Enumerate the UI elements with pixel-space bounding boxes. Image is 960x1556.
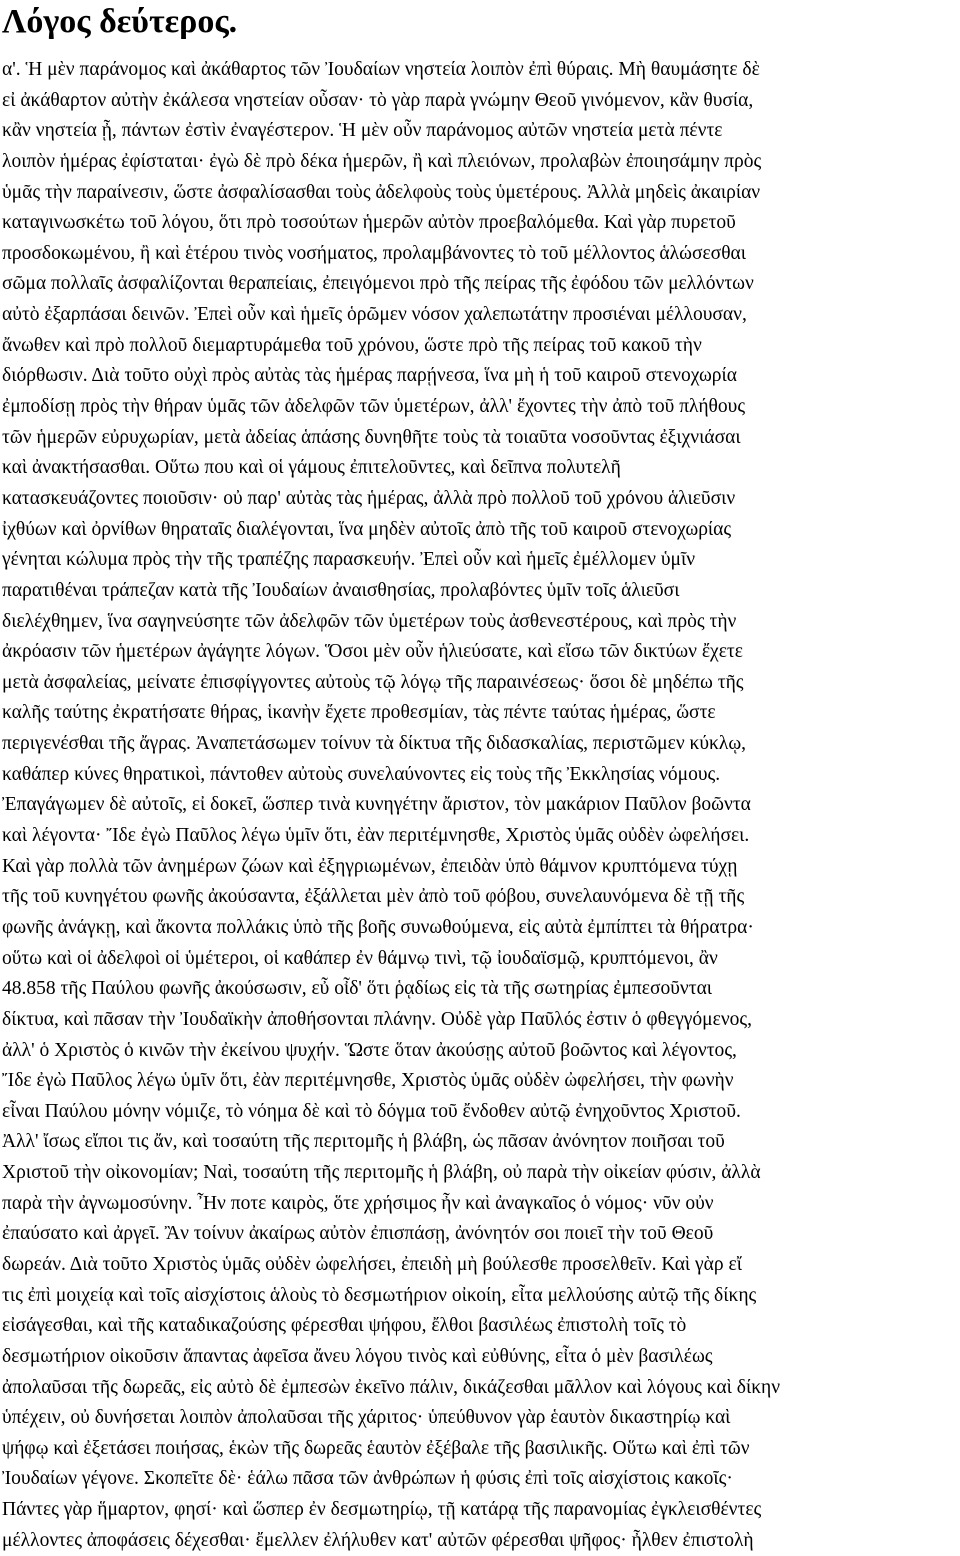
text-line: σῶμα πολλαῖς ἀσφαλίζονται θεραπείαις, ἐπειγόμενοι πρὸ τῆς πείρας τῆς ἐφόδου τῶν μελλόντων [2, 273, 754, 295]
text-line: μετὰ ἀσφαλείας, μείνατε ἐπισφίγγοντες αὐτοὺς τῷ λόγῳ τῆς παραινέσεως· ὅσοι δὲ μηδέπω τῆς [2, 671, 744, 693]
text-line: ἐμποδίσῃ πρὸς τὴν θήραν ὑμᾶς τῶν ἀδελφῶν τῶν ὑμετέρων, ἀλλ' ἔχοντες τὴν ἀπὸ τοῦ πλήθους [2, 396, 746, 418]
text-line: γένηται κώλυμα πρὸς τὴν τῆς τραπέζης παρασκευήν. Ἐπεὶ οὖν καὶ ἡμεῖς ἐμέλλομεν ὑμῖν [2, 549, 696, 571]
text-line: δεσμωτήριον οἰκοῦσιν ἅπαντας ἀφεῖσα ἄνευ λόγου τινὸς καὶ εὐθύνης, εἶτα ὁ μὲν βασιλέως [2, 1345, 713, 1367]
text-line: Ἰουδαίων γέγονε. Σκοπεῖτε δὲ· ἑάλω πᾶσα τῶν ἀνθρώπων ἡ φύσις ἐπὶ τοῖς αἰσχίστοις κακοῖς· [2, 1468, 733, 1490]
text-line: α'. Ἡ μὲν παράνομος καὶ ἀκάθαρτος τῶν Ἰουδαίων νηστεία λοιπὸν ἐπὶ θύραις. Μὴ θαυμάσητε δὲ [2, 59, 760, 80]
text-line: εἰσάγεσθαι, καὶ τῆς καταδικαζούσης φέρεσθαι ψήφου, ἔλθοι βασιλέως ἐπιστολὴ τοῖς τὸ [2, 1315, 687, 1337]
text-line: παρατιθέναι τράπεζαν κατὰ τῆς Ἰουδαίων ἀναισθησίας, προλαβόντες ὑμῖν τοῖς ἁλιεῦσι [2, 579, 680, 601]
text-line: κἂν νηστεία ᾖ, πάντων ἐστὶν ἐναγέστερον. Ἡ μὲν οὖν παράνομος αὐτῶν νηστεία μετὰ πέντε [2, 120, 723, 142]
text-line: καταγινωσκέτω τοῦ λόγου, ὅτι πρὸ τοσούτων ἡμερῶν αὐτὸν προεβαλόμεθα. Καὶ γὰρ πυρετοῦ [2, 212, 736, 234]
text-line: ψήφῳ καὶ ἐξετάσει ποιήσας, ἑκὼν τῆς δωρεᾶς ἑαυτὸν ἐξέβαλε τῆς βασιλικῆς. Οὕτω καὶ ἐπὶ τῶν [2, 1437, 750, 1459]
document-body [2, 55, 960, 1556]
text-line: ἀκρόασιν τῶν ἡμετέρων ἀγάγητε λόγων. Ὅσοι μὲν οὖν ἡλιεύσατε, καὶ εἴσω τῶν δικτύων ἔχετε [2, 641, 743, 663]
text-line: καὶ λέγοντα· Ἴδε ἐγὼ Παῦλος λέγω ὑμῖν ὅτι, ἐὰν περιτέμνησθε, Χριστὸς ὑμᾶς οὐδὲν ὠφελήσει. [2, 825, 750, 847]
text-line: Πάντες γὰρ ἥμαρτον, φησί· καὶ ὥσπερ ἐν δεσμωτηρίῳ, τῇ κατάρᾳ τῆς παρανομίας ἐγκλεισθέντες [2, 1499, 762, 1521]
text-line: προσδοκωμένου, ἢ καὶ ἑτέρου τινὸς νοσήματος, προλαμβάνοντες τὸ τοῦ μέλλοντος ἁλώσεσθαι [2, 242, 747, 264]
document-title: Λόγος δεύτερος. [2, 3, 238, 40]
text-line: ἀλλ' ὁ Χριστὸς ὁ κινῶν τὴν ἐκείνου ψυχήν. Ὥστε ὅταν ἀκούσῃς αὐτοῦ βοῶντος καὶ λέγοντος, [2, 1039, 737, 1061]
text-line: μέλλοντες ἀποφάσεις δέχεσθαι· ἔμελλεν ἐλήλυθεν κατ' αὐτῶν φέρεσθαι ψῆφος· ἦλθεν ἐπιστολὴ [2, 1529, 754, 1551]
text-line: διόρθωσιν. Διὰ τοῦτο οὐχὶ πρὸς αὐτὰς τὰς ἡμέρας παρῄνεσα, ἵνα μὴ ἡ τοῦ καιροῦ στενοχωρία [2, 365, 737, 387]
text-line: δωρεάν. Διὰ τοῦτο Χριστὸς ὑμᾶς οὐδὲν ὠφελήσει, ἐπειδὴ μὴ βούλεσθε προσελθεῖν. Καὶ γὰρ εἴ [2, 1253, 742, 1275]
text-line: ὑπέχειν, οὐ δυνήσεται λοιπὸν ἀπολαῦσαι τῆς χάριτος· ὑπεύθυνον γὰρ ἑαυτὸν δικαστηρίῳ καὶ [2, 1407, 731, 1429]
text-line: οὕτω καὶ οἱ ἀδελφοὶ οἱ ὑμέτεροι, οἱ καθάπερ ἐν θάμνῳ τινὶ, τῷ ἰουδαϊσμῷ, κρυπτόμενοι, ἂν [2, 947, 718, 969]
text-line: καθάπερ κύνες θηρατικοὶ, πάντοθεν αὐτοὺς συνελαύνοντες εἰς τοὺς τῆς Ἐκκλησίας νόμους. [2, 763, 721, 785]
text-line: εἰ ἀκάθαρτον αὐτὴν ἐκάλεσα νηστείαν οὖσαν· τὸ γὰρ παρὰ γνώμην Θεοῦ γινόμενον, κἂν θυσία, [2, 89, 754, 111]
text-line: Καὶ γὰρ πολλὰ τῶν ἀνημέρων ζώων καὶ ἐξηγριωμένων, ἐπειδὰν ὑπὸ θάμνον κρυπτόμενα τύχῃ [2, 855, 738, 877]
text-line: περιγενέσθαι τῆς ἄγρας. Ἀναπετάσωμεν τοίνυν τὰ δίκτυα τῆς διδασκαλίας, περιστῶμεν κύκλῳ, [2, 733, 747, 755]
text-line: διελέχθημεν, ἵνα σαγηνεύσητε τῶν ἀδελφῶν τῶν ὑμετέρων τοὺς ἀσθενεστέρους, καὶ πρὸς τὴν [2, 610, 737, 632]
text-line: καλῆς ταύτης ἐκρατήσατε θήρας, ἱκανὴν ἔχετε προθεσμίαν, τὰς πέντε ταύτας ἡμέρας, ὥστε [2, 702, 716, 724]
text-line: αὐτὸ ἐξαρπάσαι δεινῶν. Ἐπεὶ οὖν καὶ ἡμεῖς ὁρῶμεν νόσον χαλεπωτάτην προσιέναι μέλλουσαν, [2, 304, 747, 326]
text-line: Ἀλλ' ἴσως εἴποι τις ἄν, καὶ τοσαύτη τῆς περιτομῆς ἡ βλάβη, ὡς πᾶσαν ἀνόνητον ποιῆσαι τοῦ [2, 1131, 725, 1153]
text-line: τῆς τοῦ κυνηγέτου φωνῆς ἀκούσαντα, ἐξάλλεται μὲν ἀπὸ τοῦ φόβου, συνελαυνόμενα δὲ τῇ τῆς [2, 886, 745, 908]
text-line: ἀπολαῦσαι τῆς δωρεᾶς, εἰς αὐτὸ δὲ ἐμπεσὼν ἐκεῖνο πάλιν, δικάζεσθαι μᾶλλον καὶ λόγους καὶ δίκην [2, 1376, 781, 1398]
text-line: παρὰ τὴν ἀγνωμοσύνην. Ἦν ποτε καιρὸς, ὅτε χρήσιμος ἦν καὶ ἀναγκαῖος ὁ νόμος· νῦν οὐν [2, 1192, 714, 1214]
text-line: καὶ ἀνακτήσασθαι. Οὕτω που καὶ οἱ γάμους ἐπιτελοῦντες, καὶ δεῖπνα πολυτελῆ [2, 457, 621, 479]
text-line: Χριστοῦ τὴν οἰκονομίαν; Ναὶ, τοσαύτη τῆς περιτομῆς ἡ βλάβη, οὐ παρὰ τὴν οἰκείαν φύσιν, ἀλλὰ [2, 1162, 761, 1184]
text-line: Ἐπαγάγωμεν δὲ αὐτοῖς, εἰ δοκεῖ, ὥσπερ τινὰ κυνηγέτην ἄριστον, τὸν μακάριον Παῦλον βοῶντα [2, 794, 751, 816]
text-line: εἶναι Παύλου μόνην νόμιζε, τὸ νόημα δὲ καὶ τὸ δόγμα τοῦ ἔνδοθεν αὐτῷ ἐνηχοῦντος Χριστοῦ. [2, 1100, 741, 1122]
text-line: κατασκευάζοντες ποιοῦσιν· οὐ παρ' αὐτὰς τὰς ἡμέρας, ἀλλὰ πρὸ πολλοῦ τοῦ χρόνου ἁλιεῦσιν [2, 487, 736, 509]
text-line: φωνῆς ἀνάγκῃ, καὶ ἄκοντα πολλάκις ὑπὸ τῆς βοῆς συνωθούμενα, εἰς αὐτὰ ἐμπίπτει τὰ θήρατρα· [2, 916, 754, 938]
text-line: ὑμᾶς τὴν παραίνεσιν, ὥστε ἀσφαλίσασθαι τοὺς ἀδελφοὺς τοὺς ὑμετέρους. Ἀλλὰ μηδεὶς ἀκαιρίαν [2, 181, 761, 203]
text-line: 48.858 τῆς Παύλου φωνῆς ἀκούσωσιν, εὖ οἶδ' ὅτι ῥᾳδίως εἰς τὰ τῆς σωτηρίας ἐμπεσοῦνται [2, 978, 713, 1000]
text-line: τῶν ἡμερῶν εὐρυχωρίαν, μετὰ ἀδείας ἁπάσης δυνηθῆτε τοὺς τὰ τοιαῦτα νοσοῦντας ἐξιχνιάσαι [2, 426, 741, 448]
text-line: ἐπαύσατο καὶ ἀργεῖ. Ἂν τοίνυν ἀκαίρως αὐτὸν ἐπισπάσῃ, ἀνόνητόν σοι ποιεῖ τὴν τοῦ Θεοῦ [2, 1223, 714, 1245]
text-line: ἰχθύων καὶ ὀρνίθων θηραταῖς διαλέγονται, ἵνα μηδὲν αὐτοῖς ἀπὸ τῆς τοῦ καιροῦ στενοχωρίας [2, 518, 732, 540]
text-line: λοιπὸν ἡμέρας ἐφίσταται· ἐγὼ δὲ πρὸ δέκα ἡμερῶν, ἢ καὶ πλειόνων, προλαβὼν ἐποιησάμην πρὸς [2, 150, 762, 172]
text-line: Ἴδε ἐγὼ Παῦλος λέγω ὑμῖν ὅτι, ἐὰν περιτέμνησθε, Χριστὸς ὑμᾶς οὐδὲν ὠφελήσει, τὴν φωνὴν [2, 1070, 734, 1092]
text-line: δίκτυα, καὶ πᾶσαν τὴν Ἰουδαϊκὴν ἀποθήσονται πλάνην. Οὐδὲ γὰρ Παῦλός ἐστιν ὁ φθεγγόμενος, [2, 1008, 753, 1030]
text-line: ἄνωθεν καὶ πρὸ πολλοῦ διεμαρτυράμεθα τοῦ χρόνου, ὥστε πρὸ τῆς πείρας τοῦ κακοῦ τὴν [2, 334, 702, 356]
text-line: τις ἐπὶ μοιχείᾳ καὶ τοῖς αἰσχίστοις ἁλοὺς τὸ δεσμωτήριον οἰκοίη, εἶτα μελλούσης αὐτῷ τῆς δίκης [2, 1284, 757, 1306]
